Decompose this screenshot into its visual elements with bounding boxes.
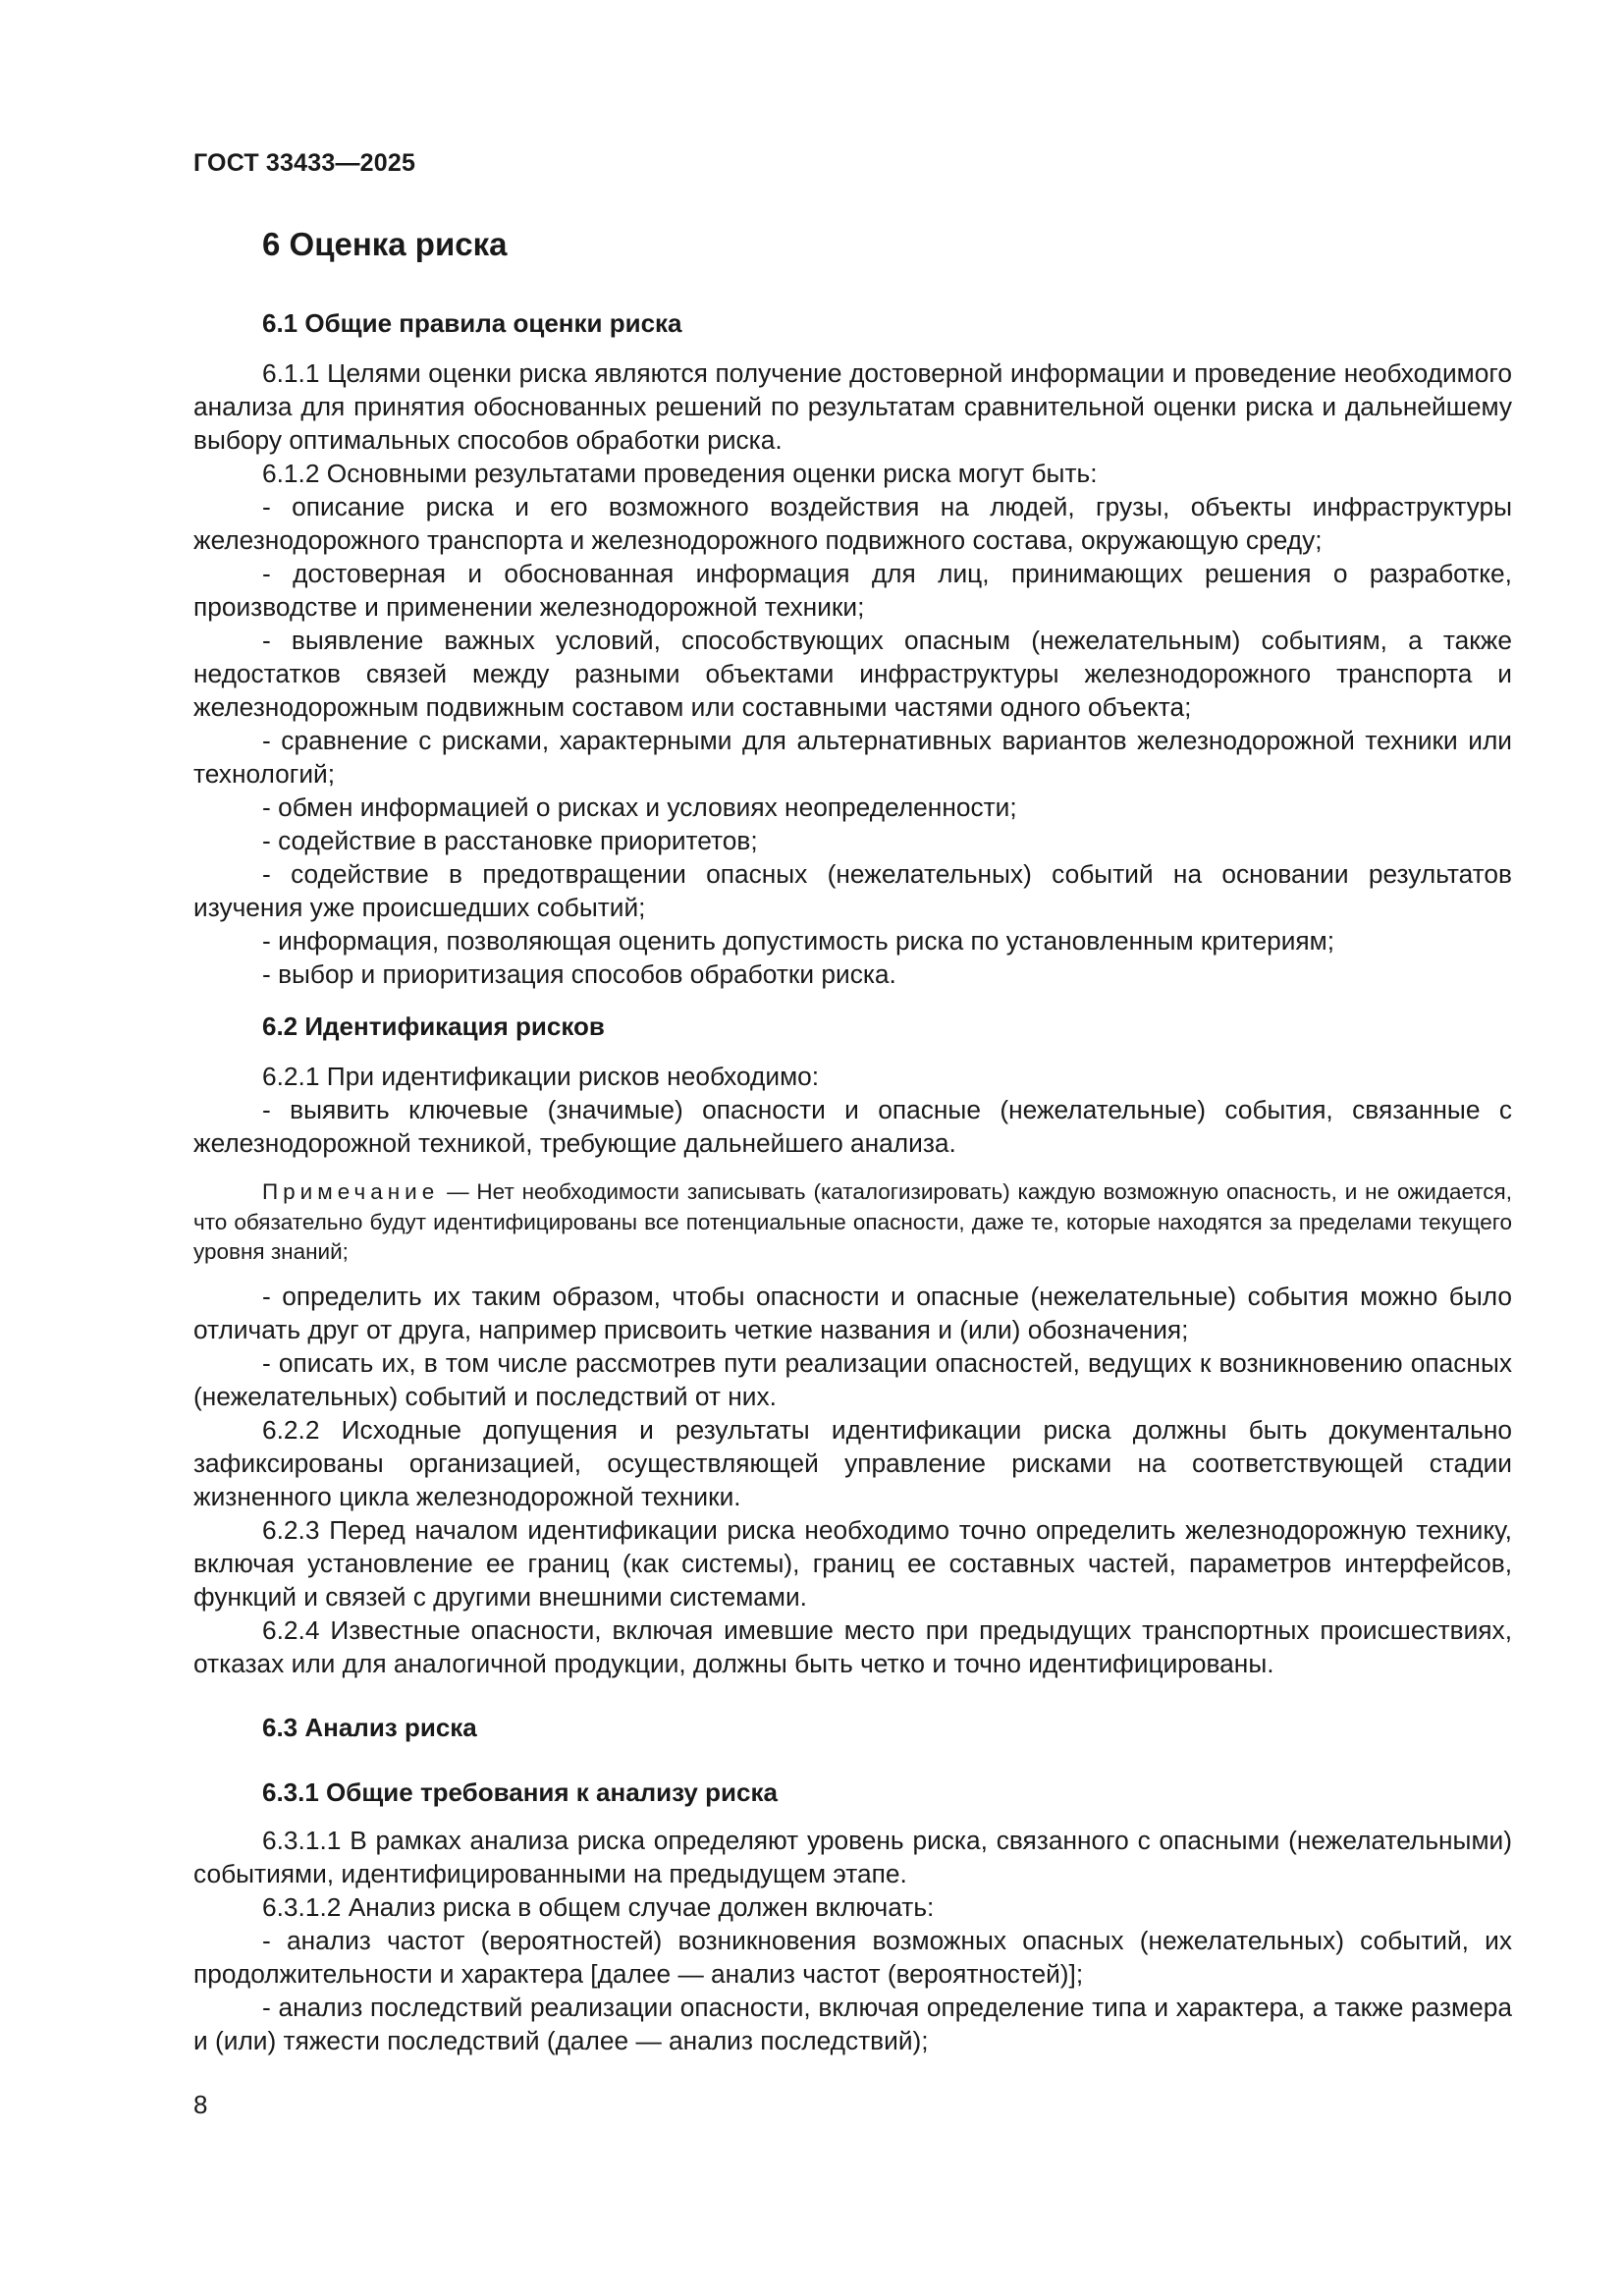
section-6-2-heading: 6.2 Идентификация рисков bbox=[262, 1011, 605, 1041]
list-item: - достоверная и обоснованная информация для лиц, принимающих решения о разработке, производстве и применении железнодорожной техники; bbox=[193, 559, 1512, 622]
note bbox=[193, 1177, 1512, 1268]
list-item: - обмен информацией о рисках и условиях неопределенности; bbox=[262, 793, 1017, 822]
paragraph: 6.2.2 Исходные допущения и результаты идентификации риска должны быть документально зафиксированы организацией, осуществляющей управление рисками на соответствующей стадии жизненного цикла железнодорожной техники. bbox=[193, 1414, 1512, 1511]
list-item: - выбор и приоритизация способов обработки риска. bbox=[262, 959, 896, 989]
list-item: - сравнение с рисками, характерными для альтернативных вариантов железнодорожной техники или технологий; bbox=[193, 726, 1512, 789]
page-number: 8 bbox=[193, 2090, 208, 2119]
section-6-heading: 6 Оценка риска bbox=[262, 226, 508, 262]
section-6-3-heading: 6.3 Анализ риска bbox=[262, 1712, 477, 1742]
list-item: - определить их таким образом, чтобы опасности и опасные (нежелательные) события можно было отличать друг от друга, например присвоить четкие названия и (или) обозначения; bbox=[193, 1281, 1512, 1344]
section-6-1-heading: 6.1 Общие правила оценки риска bbox=[262, 308, 682, 338]
document-body bbox=[193, 221, 1512, 2057]
note-label: Примечание bbox=[262, 1179, 440, 1204]
paragraph: 6.3.1.2 Анализ риска в общем случае должен включать: bbox=[262, 1891, 935, 1922]
list-item: - содействие в расстановке приоритетов; bbox=[262, 826, 758, 855]
list-item: - выявить ключевые (значимые) опасности и опасные (нежелательные) события, связанные с железнодорожной техникой, требующие дальнейшего анализа. bbox=[193, 1095, 1512, 1158]
paragraph: 6.2.3 Перед началом идентификации риска необходимо точно определить железнодорожную технику, включая установление ее границ (как системы), границ ее составных частей, параметров интерфейсов, функций и связей с другими внешними системами. bbox=[193, 1514, 1512, 1612]
list-item: - описать их, в том числе рассмотрев пути реализации опасностей, ведущих к возникновению опасных (нежелательных) событий и последствий от них. bbox=[193, 1347, 1512, 1411]
paragraph: 6.1.2 Основными результатами проведения оценки риска могут быть: bbox=[262, 459, 1098, 488]
paragraph: 6.2.4 Известные опасности, включая имевшие место при предыдущих транспортных происшествиях, отказах или для аналогичной продукции, должны быть четко и точно идентифицированы. bbox=[193, 1614, 1512, 1678]
paragraph: 6.1.1 Целями оценки риска являются получение достоверной информации и проведение необходимого анализа для принятия обоснованных решений по результатам сравнительной оценки риска и дальнейшему выбору оптимальных способов обработки риска. bbox=[193, 358, 1512, 455]
document-code-header: ГОСТ 33433—2025 bbox=[193, 149, 416, 177]
section-6-3-1-heading: 6.3.1 Общие требования к анализу риска bbox=[262, 1777, 778, 1807]
paragraph: 6.2.1 При идентификации рисков необходимо: bbox=[262, 1062, 820, 1091]
list-item: - анализ частот (вероятностей) возникновения возможных опасных (нежелательных) событий, их продолжительности и характера [далее — анализ частот (вероятностей)]; bbox=[193, 1925, 1512, 1989]
list-item: - информация, позволяющая оценить допустимость риска по установленным критериям; bbox=[262, 926, 1335, 956]
list-item: - содействие в предотвращении опасных (нежелательных) событий на основании результатов изучения уже происшедших событий; bbox=[193, 859, 1512, 922]
list-item: - выявление важных условий, способствующих опасным (нежелательным) событиям, а также недостатков связей между разными объектами инфраструктуры железнодорожного транспорта и железнодорожным подвижным составом или составными частями одного объекта; bbox=[193, 626, 1512, 722]
list-item: - описание риска и его возможного воздействия на людей, грузы, объекты инфраструктуры железнодорожного транспорта и железнодорожного подвижного состава, окружающую среду; bbox=[193, 492, 1512, 555]
note-text: — Нет необходимости записывать (каталогизировать) каждую возможную опасность, и не ожидается, что обязательно будут идентифицированы все потенциальные опасности, даже те, которые находятся за пределами текущего уровня знаний; bbox=[193, 1179, 1512, 1264]
list-item: - анализ последствий реализации опасности, включая определение типа и характера, а также размера и (или) тяжести последствий (далее — анализ последствий); bbox=[193, 1992, 1512, 2055]
paragraph: 6.3.1.1 В рамках анализа риска определяют уровень риска, связанного с опасными (нежелательными) событиями, идентифицированными на предыдущем этапе. bbox=[193, 1825, 1512, 1888]
